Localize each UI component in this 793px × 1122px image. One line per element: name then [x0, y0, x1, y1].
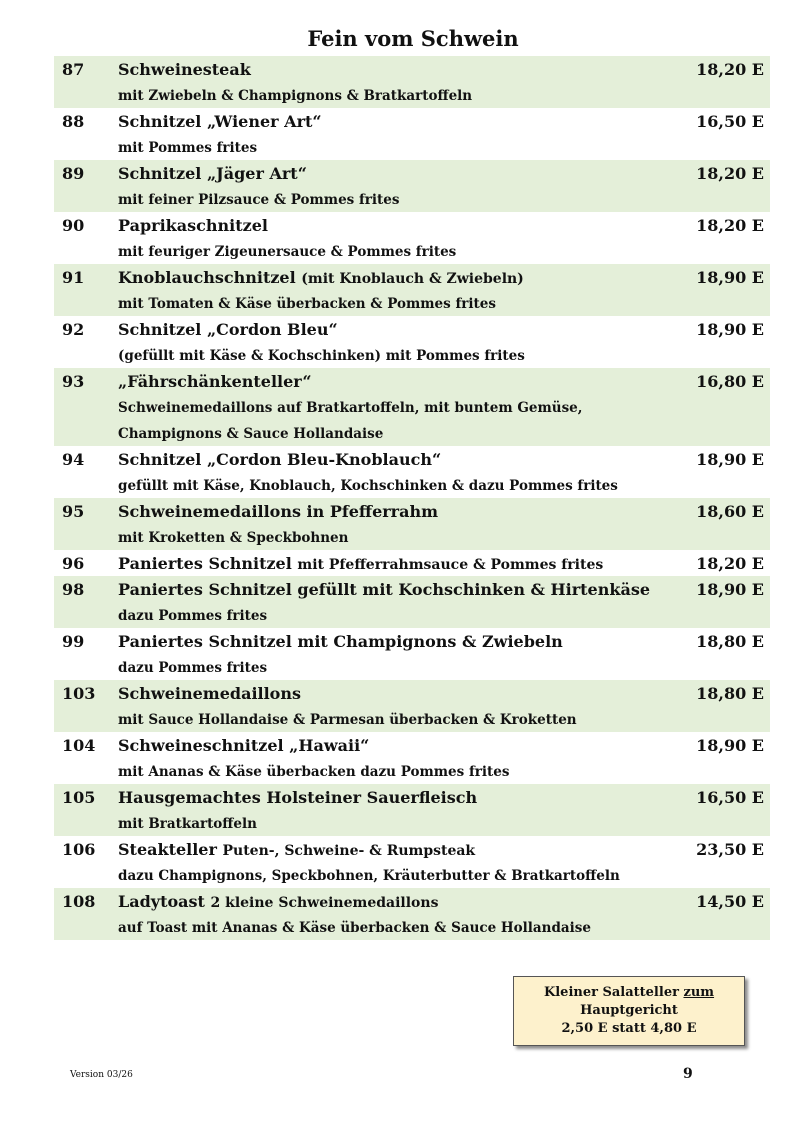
menu-item-desc-line	[54, 602, 770, 628]
item-name-group	[118, 447, 441, 473]
item-description: mit Zwiebeln & Champignons & Bratkartoffeln	[118, 88, 473, 104]
menu-item	[54, 316, 770, 368]
item-name-group	[118, 499, 438, 525]
item-name-group	[118, 681, 301, 707]
item-price: 23,50 E	[696, 840, 764, 859]
item-number: 108	[62, 892, 96, 911]
item-price: 18,20 E	[696, 216, 764, 235]
item-name: Schweineschnitzel „Hawaii“	[118, 736, 370, 755]
item-price: 18,60 E	[696, 502, 764, 521]
menu-item-desc-line	[54, 706, 770, 732]
item-name-group	[118, 161, 307, 187]
item-description: dazu Pommes frites	[118, 660, 268, 676]
item-description: dazu Champignons, Speckbohnen, Kräuterbutter & Bratkartoffeln	[118, 868, 620, 884]
salad-offer-line-2: Hauptgericht	[580, 1003, 678, 1018]
item-description: dazu Pommes frites	[118, 608, 268, 624]
item-name: Steakteller	[118, 840, 217, 859]
item-price: 14,50 E	[696, 892, 764, 911]
item-name-note: Puten-, Schweine- & Rumpsteak	[222, 843, 476, 859]
item-description: mit feiner Pilzsauce & Pommes frites	[118, 192, 400, 208]
menu-item	[54, 732, 770, 784]
item-name-group	[118, 317, 338, 343]
item-name-group	[118, 265, 524, 292]
menu-item	[54, 160, 770, 212]
menu-item	[54, 576, 770, 628]
menu-item	[54, 784, 770, 836]
item-name-group	[118, 369, 312, 395]
menu-item-main-line	[54, 212, 770, 238]
item-name: Paniertes Schnitzel mit Champignons & Zwiebeln	[118, 632, 563, 651]
item-name-group	[118, 733, 369, 759]
item-number: 95	[62, 502, 85, 521]
item-price: 18,90 E	[696, 320, 764, 339]
menu-list	[54, 56, 770, 940]
menu-item-main-line	[54, 550, 770, 576]
menu-item-desc-line	[54, 290, 770, 316]
menu-item	[54, 264, 770, 316]
menu-item	[54, 446, 770, 498]
menu-item	[54, 550, 770, 576]
item-number: 104	[62, 736, 96, 755]
item-name: Ladytoast	[118, 892, 205, 911]
item-name: Paprikaschnitzel	[118, 216, 268, 235]
menu-item-desc-line	[54, 342, 770, 368]
menu-item	[54, 680, 770, 732]
menu-item-main-line	[54, 680, 770, 706]
item-number: 89	[62, 164, 85, 183]
salad-offer-line-1: Kleiner Salatteller zum	[543, 985, 715, 1000]
item-number: 103	[62, 684, 96, 703]
item-name: Schweinemedaillons	[118, 684, 301, 703]
menu-item-desc-line	[54, 524, 770, 550]
item-description: mit Pommes frites	[118, 140, 258, 156]
menu-item	[54, 108, 770, 160]
menu-item-desc-line	[54, 134, 770, 160]
item-description: mit Bratkartoffeln	[118, 816, 257, 832]
item-description: mit Sauce Hollandaise & Parmesan überbacken & Kroketten	[118, 712, 577, 728]
menu-item-main-line	[54, 732, 770, 758]
item-number: 90	[62, 216, 85, 235]
version-label: Version 03/26	[70, 1070, 133, 1080]
menu-item	[54, 888, 770, 940]
menu-item-main-line	[54, 836, 770, 862]
item-name-group	[118, 889, 438, 916]
item-name: Schweinemedaillons in Pfefferrahm	[118, 502, 439, 521]
menu-item	[54, 498, 770, 550]
menu-item-desc-line	[54, 654, 770, 680]
menu-item-main-line	[54, 576, 770, 602]
item-name: Schnitzel „Jäger Art“	[118, 164, 307, 183]
item-name: Schweinesteak	[118, 60, 251, 79]
menu-item-desc-line	[54, 394, 770, 420]
item-number: 105	[62, 788, 96, 807]
item-name: Schnitzel „Cordon Bleu“	[118, 320, 338, 339]
item-description: mit feuriger Zigeunersauce & Pommes frites	[118, 244, 457, 260]
menu-item-main-line	[54, 264, 770, 290]
item-price: 16,50 E	[696, 112, 764, 131]
item-description: auf Toast mit Ananas & Käse überbacken & Sauce Hollandaise	[118, 920, 591, 936]
item-name-group	[118, 551, 603, 578]
item-description: gefüllt mit Käse, Knoblauch, Kochschinken & dazu Pommes frites	[118, 478, 618, 494]
item-number: 106	[62, 840, 96, 859]
item-name: Schnitzel „Cordon Bleu-Knoblauch“	[118, 450, 442, 469]
menu-item-desc-line	[54, 186, 770, 212]
menu-item-desc-line	[54, 914, 770, 940]
item-price: 18,20 E	[696, 164, 764, 183]
menu-item-desc-line	[54, 810, 770, 836]
item-price: 16,50 E	[696, 788, 764, 807]
item-description: mit Kroketten & Speckbohnen	[118, 530, 349, 546]
item-name: „Fährschänkenteller“	[118, 372, 312, 391]
item-price: 18,90 E	[696, 736, 764, 755]
item-price: 18,90 E	[696, 450, 764, 469]
page-title: Fein vom Schwein	[307, 26, 519, 51]
salad-offer-box	[513, 976, 745, 1046]
menu-item	[54, 628, 770, 680]
item-name: Schnitzel „Wiener Art“	[118, 112, 322, 131]
item-name: Paniertes Schnitzel	[118, 554, 292, 573]
menu-item-main-line	[54, 784, 770, 810]
menu-item-main-line	[54, 108, 770, 134]
menu-item-desc-line	[54, 82, 770, 108]
item-description: Schweinemedaillons auf Bratkartoffeln, mit buntem Gemüse,	[118, 400, 583, 416]
menu-item	[54, 212, 770, 264]
item-price: 18,80 E	[696, 684, 764, 703]
item-name: Knoblauchschnitzel	[118, 268, 296, 287]
item-description: mit Tomaten & Käse überbacken & Pommes frites	[118, 296, 496, 312]
item-description: (gefüllt mit Käse & Kochschinken) mit Pommes frites	[118, 348, 525, 364]
menu-item-main-line	[54, 498, 770, 524]
menu-item	[54, 56, 770, 108]
item-description: mit Ananas & Käse überbacken dazu Pommes frites	[118, 764, 510, 780]
item-price: 18,90 E	[696, 268, 764, 287]
menu-item	[54, 368, 770, 446]
item-number: 98	[62, 580, 85, 599]
item-number: 88	[62, 112, 85, 131]
menu-item-main-line	[54, 628, 770, 654]
menu-item-desc-line	[54, 420, 770, 446]
item-price: 18,90 E	[696, 580, 764, 599]
item-description: Champignons & Sauce Hollandaise	[118, 426, 384, 442]
item-number: 94	[62, 450, 85, 469]
salad-offer-price: 2,50 E statt 4,80 E	[561, 1021, 697, 1036]
item-number: 92	[62, 320, 85, 339]
item-name-note: mit Pfefferrahmsauce & Pommes frites	[297, 557, 604, 573]
menu-item-desc-line	[54, 758, 770, 784]
item-number: 96	[62, 554, 85, 573]
menu-item-desc-line	[54, 472, 770, 498]
item-name-group	[118, 837, 475, 864]
item-price: 16,80 E	[696, 372, 764, 391]
item-number: 93	[62, 372, 85, 391]
page-number: 9	[683, 1066, 693, 1082]
item-name-note: (mit Knoblauch & Zwiebeln)	[301, 271, 524, 287]
item-name-group	[118, 785, 477, 811]
item-number: 99	[62, 632, 85, 651]
item-name: Paniertes Schnitzel gefüllt mit Kochschinken & Hirtenkäse	[118, 580, 650, 599]
item-number: 91	[62, 268, 85, 287]
item-price: 18,20 E	[696, 554, 764, 573]
menu-item-desc-line	[54, 862, 770, 888]
item-price: 18,20 E	[696, 60, 764, 79]
menu-item-main-line	[54, 56, 770, 82]
item-name-note: 2 kleine Schweinemedaillons	[210, 895, 439, 911]
item-name-group	[118, 629, 563, 655]
menu-item-main-line	[54, 160, 770, 186]
item-number: 87	[62, 60, 85, 79]
menu-item-main-line	[54, 316, 770, 342]
item-price: 18,80 E	[696, 632, 764, 651]
menu-item-desc-line	[54, 238, 770, 264]
menu-item-main-line	[54, 368, 770, 394]
item-name-group	[118, 57, 251, 83]
menu-item-main-line	[54, 888, 770, 914]
item-name: Hausgemachtes Holsteiner Sauerfleisch	[118, 788, 478, 807]
item-name-group	[118, 213, 268, 239]
item-name-group	[118, 577, 650, 603]
menu-item-main-line	[54, 446, 770, 472]
menu-item	[54, 836, 770, 888]
item-name-group	[118, 109, 322, 135]
